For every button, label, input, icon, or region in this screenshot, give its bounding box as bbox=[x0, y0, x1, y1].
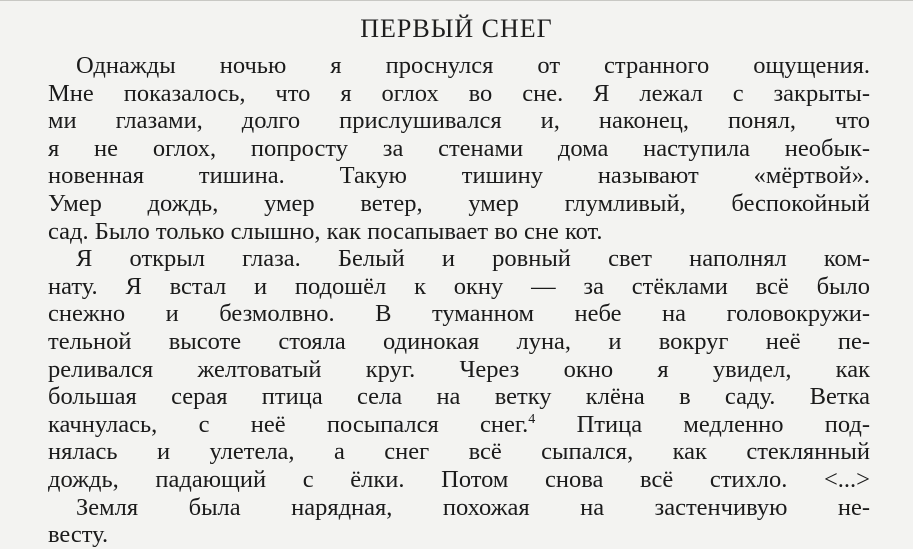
text-line-content: весту. bbox=[48, 521, 109, 549]
top-rule bbox=[0, 0, 913, 5]
text-line bbox=[48, 135, 870, 163]
text-line bbox=[48, 190, 870, 218]
text-line-content: нялась и улетела, а снег всё сыпался, как стеклянный bbox=[48, 438, 870, 466]
text-line bbox=[48, 438, 870, 466]
text-line bbox=[48, 80, 870, 108]
text-line bbox=[48, 521, 870, 549]
text-line-content: Я открыл глаза. Белый и ровный свет наполнял ком- bbox=[76, 245, 870, 273]
text-line-content: тельной высоте стояла одинокая луна, и вокруг неё пе- bbox=[48, 327, 870, 355]
text-line-content: реливался желтоватый круг. Через окно я увидел, как bbox=[48, 355, 870, 383]
text-line bbox=[48, 300, 870, 328]
text-line bbox=[48, 411, 870, 439]
text-line bbox=[48, 52, 870, 80]
text-line-content: нату. Я встал и подошёл к окну — за стёклами всё было bbox=[48, 272, 870, 300]
text-line-content: Умер дождь, умер ветер, умер глумливый, беспокойный bbox=[48, 189, 870, 217]
text-line bbox=[48, 107, 870, 135]
text-line-content: новенная тишина. Такую тишину называют «мёртвой». bbox=[48, 162, 870, 190]
story-text bbox=[48, 52, 870, 549]
text-line-content: Птица медленно под- bbox=[535, 410, 870, 438]
text-line bbox=[48, 218, 870, 246]
text-line bbox=[48, 245, 870, 273]
text-line-content: снежно и безмолвно. В туманном небе на головокружи- bbox=[48, 300, 870, 328]
text-line-content: большая серая птица села на ветку клёна в саду. Ветка bbox=[48, 383, 870, 411]
text-line-content: Мне показалось, что я оглох во сне. Я лежал с закрыты- bbox=[48, 79, 870, 107]
text-line-content: качнулась, с неё посыпался снег. bbox=[48, 410, 529, 438]
text-line bbox=[48, 356, 870, 384]
text-line bbox=[48, 466, 870, 494]
text-line-content: Однажды ночью я проснулся от странного ощущения. bbox=[76, 52, 870, 79]
page-title: ПЕРВЫЙ СНЕГ bbox=[360, 14, 553, 43]
text-line bbox=[48, 273, 870, 301]
text-line bbox=[48, 162, 870, 190]
text-line bbox=[48, 494, 870, 522]
text-line-content: ми глазами, долго прислушивался и, наконец, понял, что bbox=[48, 107, 870, 135]
text-line-content: Земля была нарядная, похожая на застенчивую не- bbox=[76, 493, 870, 521]
text-line-content: я не оглох, попросту за стенами дома наступила необык- bbox=[48, 134, 870, 162]
text-line bbox=[48, 383, 870, 411]
footnote-marker: 4 bbox=[528, 411, 536, 427]
text-line bbox=[48, 328, 870, 356]
text-line-content: сад. Было только слышно, как посапывает во сне кот. bbox=[48, 217, 603, 245]
text-line-content: дождь, падающий с ёлки. Потом снова всё стихло. <...> bbox=[48, 465, 870, 493]
